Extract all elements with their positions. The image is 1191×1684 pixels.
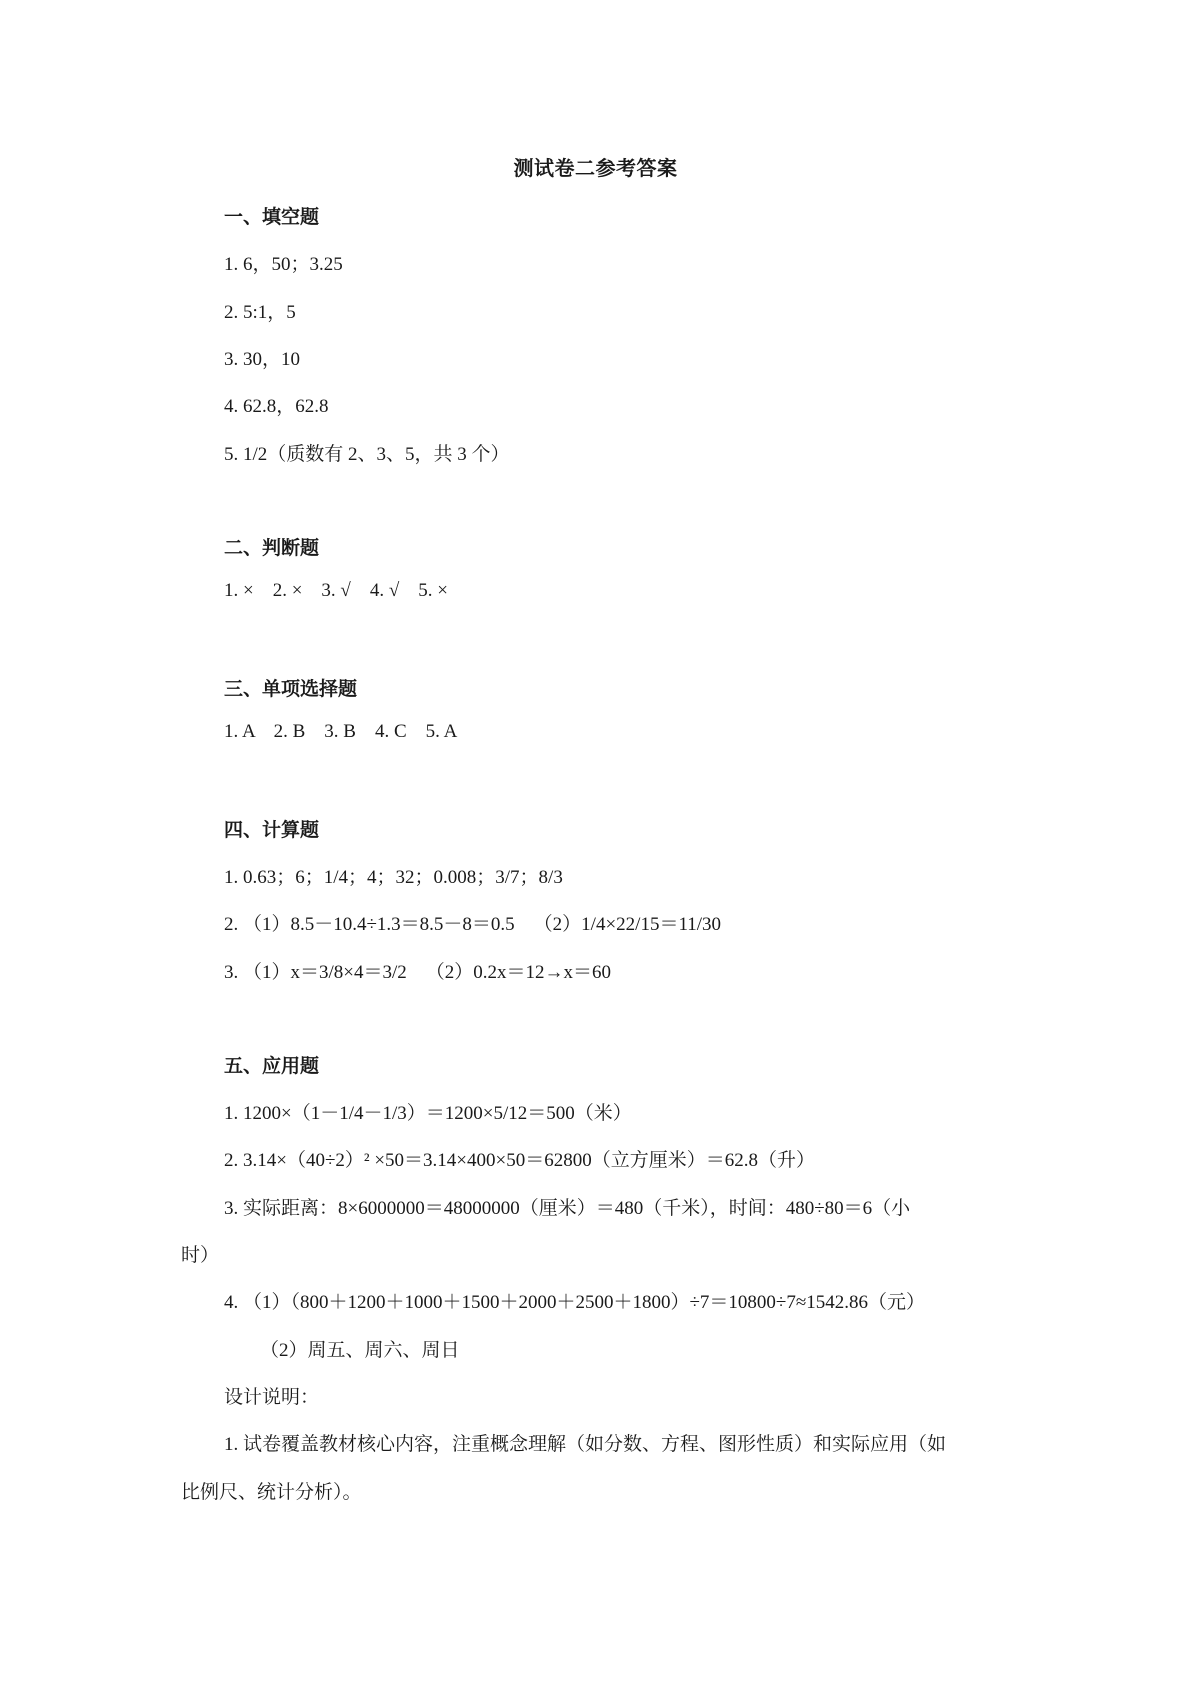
notes-heading: 设计说明： [224,1387,320,1408]
section-heading-true-false: 二、判断题 [224,538,320,559]
answer-line: 3. （1）x＝3/8×4＝3/2 （2）0.2x＝12→x＝60 [224,962,612,983]
answer-line: 1. 6，50；3.25 [224,254,343,275]
notes-line: 1. 试卷覆盖教材核心内容，注重概念理解（如分数、方程、图形性质）和实际应用（如 [224,1434,947,1455]
answer-line: 3. 30，10 [224,349,301,370]
answer-line: 1. 0.63；6；1/4；4；32；0.008；3/7；8/3 [224,867,563,888]
answer-line: 4. （1）（800＋1200＋1000＋1500＋2000＋2500＋1800）÷7＝10800÷7≈1542.86（元） [224,1292,926,1313]
answer-line: 2. 3.14×（40÷2）² ×50＝3.14×400×50＝62800（立方厘米）＝62.8（升） [224,1150,815,1171]
section-heading-calculation: 四、计算题 [224,820,320,841]
page-title: 测试卷二参考答案 [513,158,678,180]
answer-line: 1. 1200×（1－1/4－1/3）＝1200×5/12＝500（米） [224,1103,632,1124]
answer-line: 3. 实际距离：8×6000000＝48000000（厘米）＝480（千米），时间：480÷80＝6（小 [224,1198,911,1219]
answer-line: 5. 1/2（质数有 2、3、5，共 3 个） [224,444,510,465]
answer-line: 2. 5:1，5 [224,302,296,323]
answer-line-sub: （2）周五、周六、周日 [260,1340,460,1361]
section-heading-fill-in: 一、填空题 [224,207,320,228]
notes-line-continuation: 比例尺、统计分析）。 [181,1482,362,1503]
section-heading-application: 五、应用题 [224,1056,320,1077]
answer-line-continuation: 时） [181,1245,220,1266]
answer-line: 2. （1）8.5－10.4÷1.3＝8.5－8＝0.5 （2）1/4×22/15＝11/30 [224,914,722,935]
answer-line: 1. A 2. B 3. B 4. C 5. A [224,721,458,742]
answer-line: 1. × 2. × 3. √ 4. √ 5. × [224,580,449,601]
answer-line: 4. 62.8，62.8 [224,396,329,417]
section-heading-multiple-choice: 三、单项选择题 [224,679,358,700]
